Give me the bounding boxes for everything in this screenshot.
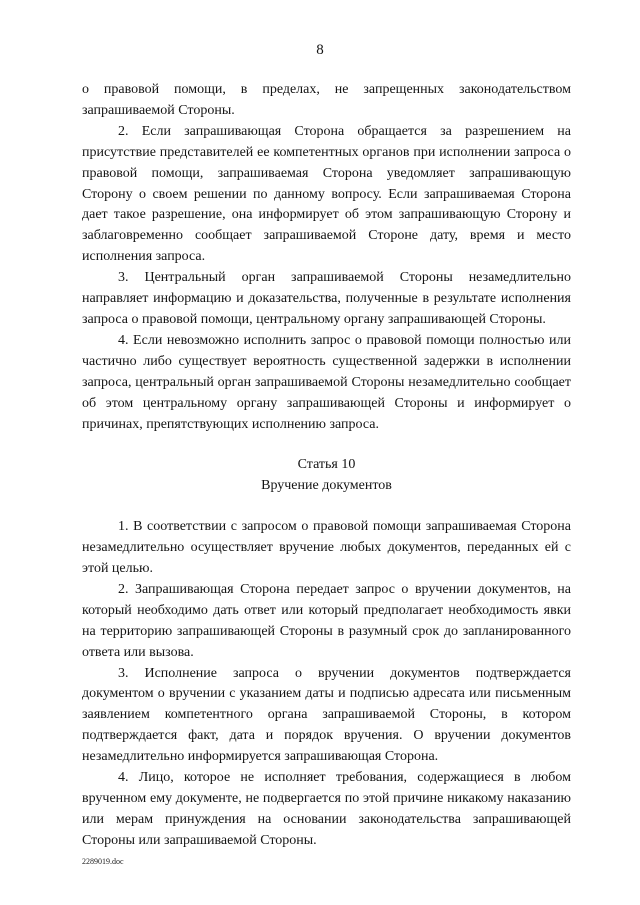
document-body	[82, 80, 571, 852]
paragraph-clause-3: 3. Центральный орган запрашиваемой Стороны незамедлительно направляет информацию и доказательства, полученные в результате исполнения запроса о правовой помощи, центральному органу запрашивающей Стороны.	[82, 270, 571, 327]
paragraph-clause-4: 4. Если невозможно исполнить запрос о правовой помощи полностью или частично либо существует вероятность существенной задержки в исполнении запроса, центральный орган запрашиваемой Стороны незамедлительно сообщает об этом центральному органу запрашивающей Стороны и информирует о причинах, препятствующих исполнению запроса.	[82, 332, 571, 432]
article-title: Вручение документов	[261, 478, 392, 494]
footer-filename: 2289019.doc	[82, 857, 124, 866]
paragraph-clause-2: 2. Если запрашивающая Сторона обращается за разрешением на присутствие представителей ее компетентных органов при исполнении запроса о правовой помощи, запрашиваемая Сторона уведомляет запрашивающую Сторону о своем решении по данному вопросу. Если запрашиваемая Сторона дает такое разрешение, она информирует об этом запрашивающую Сторону и заблаговременно сообщает запрашиваемой Стороне дату, время и место исполнения запроса.	[82, 123, 571, 265]
paragraph-continuation: о правовой помощи, в пределах, не запрещенных законодательством запрашиваемой Стороны.	[82, 82, 571, 118]
article-10-clause-2: 2. Запрашивающая Сторона передает запрос о вручении документов, на который необходимо дать ответ или который предполагает необходимость явки на территорию запрашивающей Стороны в разумный срок до запланированного ответа или вызова.	[82, 581, 571, 660]
article-10-clause-1: 1. В соответствии с запросом о правовой помощи запрашиваемая Сторона незамедлительно осуществляет вручение любых документов, переданных ей с этой целью.	[82, 519, 571, 577]
article-10-clause-4: 4. Лицо, которое не исполняет требования, содержащиеся в любом врученном ему документе, не подвергается по этой причине никакому наказанию или мерам принуждения на основании законодательства запрашивающей Стороны или запрашиваемой Стороны.	[82, 770, 571, 848]
page-number: 8	[316, 42, 324, 58]
article-10-clause-3: 3. Исполнение запроса о вручении документов подтверждается документом о вручении с указанием даты и подписью адресата или письменным заявлением компетентного органа запрашиваемой Стороны, в котором подтверждается факт, дата и порядок вручения. О вручении документов незамедлительно информируется запрашивающая Сторона.	[82, 665, 571, 765]
article-number: Статья 10	[297, 457, 356, 473]
